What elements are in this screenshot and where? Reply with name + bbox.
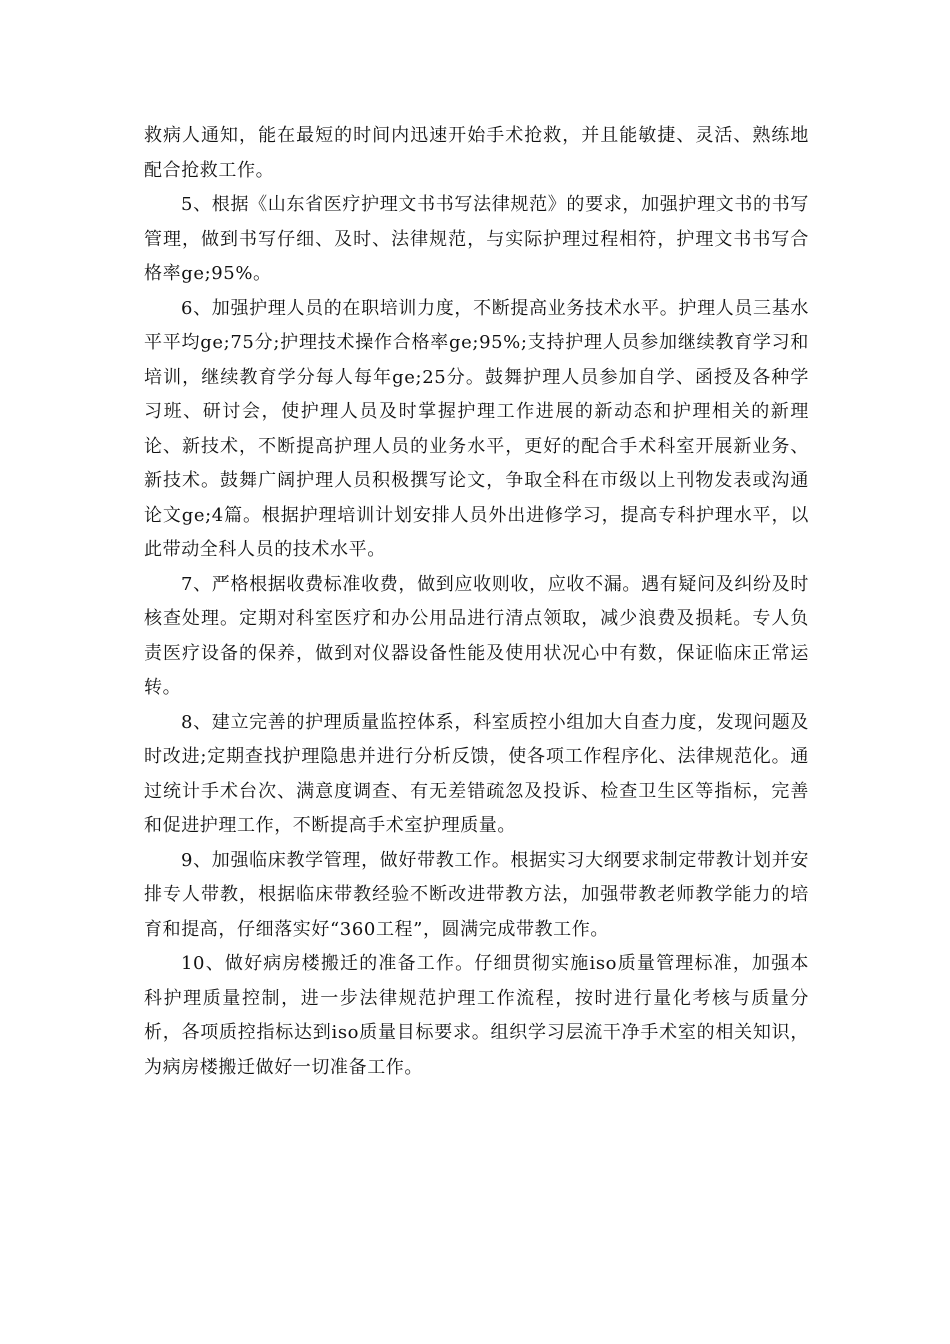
document-body [144,119,809,1085]
paragraph-item-5: 5、根据《山东省医疗护理文书书写法律规范》的要求，加强护理文书的书写管理，做到书写仔细、及时、法律规范，与实际护理过程相符，护理文书书写合格率ge;95%。 [144,194,809,284]
paragraph-item-9: 9、加强临床教学管理，做好带教工作。根据实习大纲要求制定带教计划并安排专人带教，根据临床带教经验不断改进带教方法，加强带教老师教学能力的培育和提高，仔细落实好“360工程”，圆满完成带教工作。 [144,849,809,940]
paragraph-continuation: 救病人通知，能在最短的时间内迅速开始手术抢救，并且能敏捷、灵活、熟练地配合抢救工作。 [144,125,809,181]
paragraph-item-6: 6、加强护理人员的在职培训力度，不断提高业务技术水平。护理人员三基水平平均ge;75分;护理技术操作合格率ge;95%;支持护理人员参加继续教育学习和培训，继续教育学分每人每年ge;25分。鼓舞护理人员参加自学、函授及各种学习班、研讨会，使护理人员及时掌握护理工作进展的新动态和护理相关的新理论、新技术，不断提高护理人员的业务水平，更好的配合手术科室开展新业务、新技术。鼓舞广阔护理人员积极撰写论文，争取全科在市级以上刊物发表或沟通论文ge;4篇。根据护理培训计划安排人员外出进修学习，提高专科护理水平，以此带动全科人员的技术水平。 [144,297,809,560]
paragraph-item-7: 7、严格根据收费标准收费，做到应收则收，应收不漏。遇有疑问及纠纷及时核查处理。定期对科室医疗和办公用品进行清点领取，减少浪费及损耗。专人负责医疗设备的保养，做到对仪器设备性能及使用状况心中有数，保证临床正常运转。 [144,573,809,698]
paragraph-item-10: 10、做好病房楼搬迁的准备工作。仔细贯彻实施iso质量管理标准，加强本科护理质量控制，进一步法律规范护理工作流程，按时进行量化考核与质量分析，各项质控指标达到iso质量目标要求。组织学习层流干净手术室的相关知识，为病房楼搬迁做好一切准备工作。 [144,953,809,1078]
paragraph-item-8: 8、建立完善的护理质量监控体系，科室质控小组加大自查力度，发现问题及时改进;定期查找护理隐患并进行分析反馈，使各项工作程序化、法律规范化。通过统计手术台次、满意度调查、有无差错疏忽及投诉、检查卫生区等指标，完善和促进护理工作，不断提高手术室护理质量。 [144,711,809,836]
